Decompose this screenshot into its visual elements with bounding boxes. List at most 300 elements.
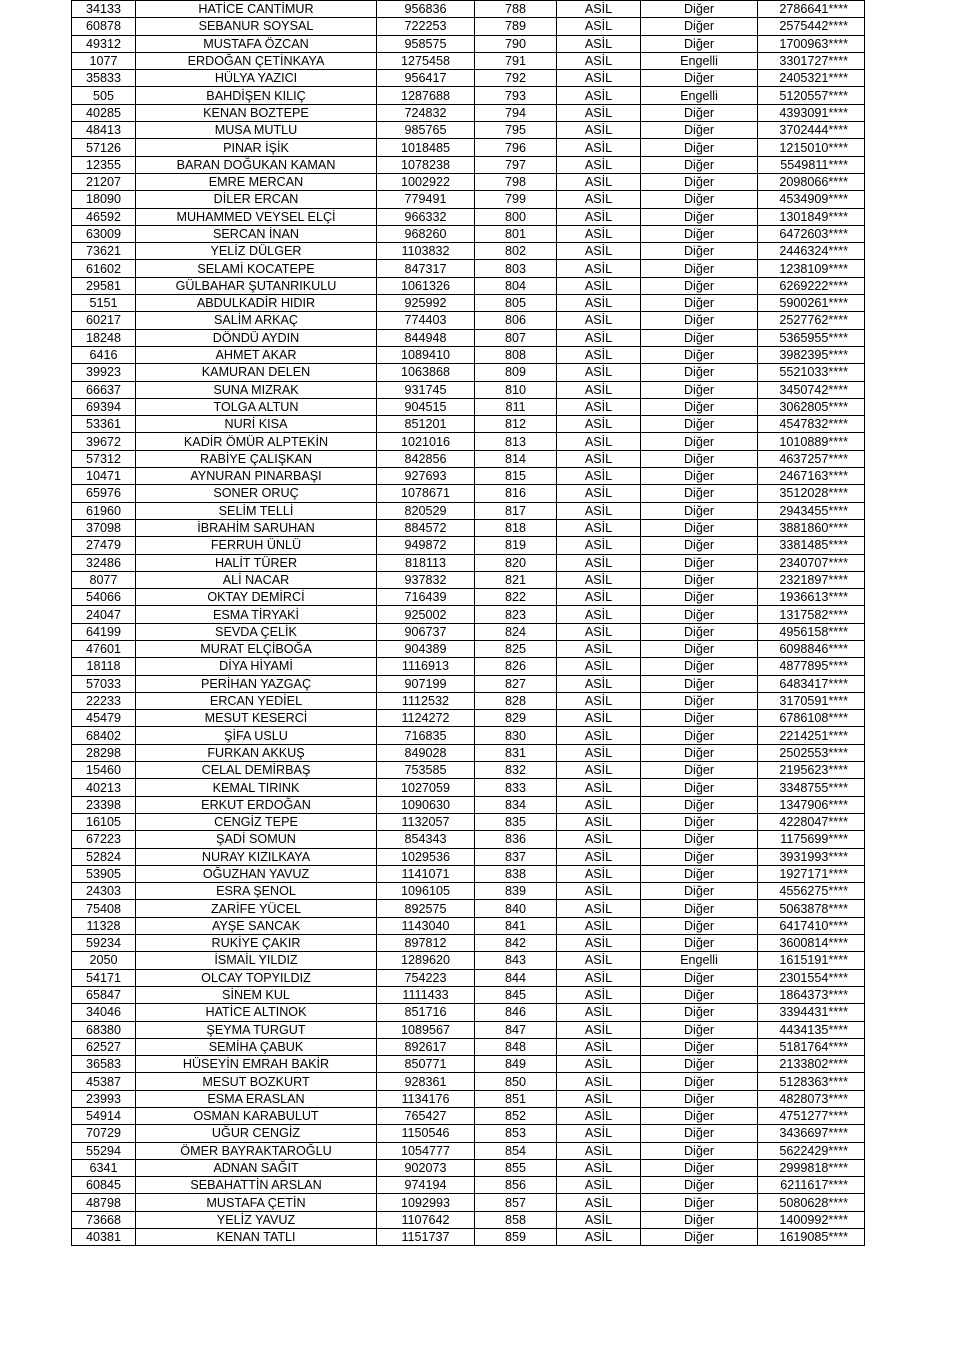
table-row [72,416,865,433]
application-no-cell: 70729 [72,1125,136,1142]
table-row [72,191,865,208]
application-no-cell: 18118 [72,658,136,675]
application-no-cell: 27479 [72,537,136,554]
status-cell: ASİL [557,554,641,571]
score-cell: 849028 [377,744,475,761]
tc-id-cell: 4434135**** [758,1021,865,1038]
score-cell: 949872 [377,537,475,554]
tc-id-cell: 1175699**** [758,831,865,848]
score-cell: 1078238 [377,156,475,173]
rank-cell: 832 [475,762,557,779]
status-cell: ASİL [557,35,641,52]
full-name-cell: MUSTAFA ÇETİN [136,1194,377,1211]
tc-id-cell: 2575442**** [758,18,865,35]
rank-cell: 851 [475,1090,557,1107]
application-no-cell: 10471 [72,468,136,485]
status-cell: ASİL [557,675,641,692]
status-cell: ASİL [557,537,641,554]
rank-cell: 807 [475,329,557,346]
tc-id-cell: 5063878**** [758,900,865,917]
tc-id-cell: 1936613**** [758,589,865,606]
quota-type-cell: Diğer [641,468,758,485]
full-name-cell: ŞEYMA TURGUT [136,1021,377,1038]
score-cell: 722253 [377,18,475,35]
application-no-cell: 57126 [72,139,136,156]
status-cell: ASİL [557,468,641,485]
table-row [72,865,865,882]
table-row [72,1004,865,1021]
rank-cell: 825 [475,640,557,657]
application-no-cell: 54066 [72,589,136,606]
rank-cell: 792 [475,70,557,87]
table-row [72,485,865,502]
tc-id-cell: 1619085**** [758,1229,865,1246]
application-no-cell: 1077 [72,52,136,69]
tc-id-cell: 2133802**** [758,1056,865,1073]
quota-type-cell: Diğer [641,450,758,467]
table-row [72,260,865,277]
full-name-cell: ADNAN SAĞIT [136,1159,377,1176]
status-cell: ASİL [557,450,641,467]
table-row [72,692,865,709]
full-name-cell: MESUT KESERCİ [136,710,377,727]
quota-type-cell: Diğer [641,122,758,139]
score-cell: 884572 [377,519,475,536]
tc-id-cell: 6483417**** [758,675,865,692]
tc-id-cell: 5181764**** [758,1038,865,1055]
status-cell: ASİL [557,519,641,536]
full-name-cell: KENAN TATLI [136,1229,377,1246]
tc-id-cell: 2502553**** [758,744,865,761]
rank-cell: 841 [475,917,557,934]
score-cell: 1141071 [377,865,475,882]
full-name-cell: AYNURAN PINARBAŞI [136,468,377,485]
rank-cell: 796 [475,139,557,156]
tc-id-cell: 5622429**** [758,1142,865,1159]
quota-type-cell: Diğer [641,416,758,433]
table-row [72,969,865,986]
application-no-cell: 6416 [72,346,136,363]
status-cell: ASİL [557,364,641,381]
tc-id-cell: 2786641**** [758,1,865,18]
application-no-cell: 35833 [72,70,136,87]
status-cell: ASİL [557,969,641,986]
table-row [72,156,865,173]
score-cell: 753585 [377,762,475,779]
full-name-cell: ÖMER BAYRAKTAROĞLU [136,1142,377,1159]
tc-id-cell: 1301849**** [758,208,865,225]
quota-type-cell: Diğer [641,917,758,934]
status-cell: ASİL [557,1004,641,1021]
rank-cell: 811 [475,398,557,415]
quota-type-cell: Diğer [641,813,758,830]
application-no-cell: 68380 [72,1021,136,1038]
application-no-cell: 55294 [72,1142,136,1159]
quota-type-cell: Diğer [641,381,758,398]
quota-type-cell: Diğer [641,848,758,865]
tc-id-cell: 3702444**** [758,122,865,139]
table-row [72,917,865,934]
score-cell: 851716 [377,1004,475,1021]
table-row [72,848,865,865]
quota-type-cell: Diğer [641,796,758,813]
application-no-cell: 54914 [72,1108,136,1125]
score-cell: 902073 [377,1159,475,1176]
status-cell: ASİL [557,87,641,104]
full-name-cell: RABİYE ÇALIŞKAN [136,450,377,467]
table-row [72,1090,865,1107]
score-cell: 820529 [377,502,475,519]
score-cell: 850771 [377,1056,475,1073]
tc-id-cell: 2943455**** [758,502,865,519]
full-name-cell: KADİR ÖMÜR ALPTEKİN [136,433,377,450]
quota-type-cell: Diğer [641,173,758,190]
quota-type-cell: Diğer [641,35,758,52]
full-name-cell: SEVDA ÇELİK [136,623,377,640]
rank-cell: 805 [475,295,557,312]
tc-id-cell: 6786108**** [758,710,865,727]
application-no-cell: 24047 [72,606,136,623]
quota-type-cell: Diğer [641,727,758,744]
rank-cell: 836 [475,831,557,848]
status-cell: ASİL [557,1073,641,1090]
full-name-cell: OSMAN KARABULUT [136,1108,377,1125]
rank-cell: 858 [475,1211,557,1228]
table-row [72,364,865,381]
score-cell: 716835 [377,727,475,744]
score-cell: 724832 [377,104,475,121]
table-row [72,519,865,536]
application-no-cell: 63009 [72,225,136,242]
quota-type-cell: Diğer [641,1056,758,1073]
rank-cell: 828 [475,692,557,709]
tc-id-cell: 2446324**** [758,243,865,260]
rank-cell: 791 [475,52,557,69]
rank-cell: 820 [475,554,557,571]
quota-type-cell: Diğer [641,1090,758,1107]
rank-cell: 837 [475,848,557,865]
status-cell: ASİL [557,398,641,415]
table-row [72,295,865,312]
quota-type-cell: Diğer [641,606,758,623]
rank-cell: 838 [475,865,557,882]
table-row [72,18,865,35]
application-no-cell: 69394 [72,398,136,415]
score-cell: 1089567 [377,1021,475,1038]
status-cell: ASİL [557,571,641,588]
rank-cell: 823 [475,606,557,623]
full-name-cell: SİNEM KUL [136,986,377,1003]
tc-id-cell: 2340707**** [758,554,865,571]
score-cell: 1150546 [377,1125,475,1142]
rank-cell: 798 [475,173,557,190]
score-cell: 931745 [377,381,475,398]
tc-id-cell: 1615191**** [758,952,865,969]
quota-type-cell: Diğer [641,1211,758,1228]
table-row [72,554,865,571]
table-row [72,35,865,52]
rank-cell: 813 [475,433,557,450]
status-cell: ASİL [557,1211,641,1228]
quota-type-cell: Diğer [641,1108,758,1125]
status-cell: ASİL [557,1090,641,1107]
application-no-cell: 54171 [72,969,136,986]
application-no-cell: 46592 [72,208,136,225]
application-no-cell: 53905 [72,865,136,882]
table-row [72,104,865,121]
status-cell: ASİL [557,1229,641,1246]
rank-cell: 816 [475,485,557,502]
quota-type-cell: Diğer [641,554,758,571]
tc-id-cell: 2098066**** [758,173,865,190]
application-no-cell: 18090 [72,191,136,208]
score-cell: 842856 [377,450,475,467]
application-no-cell: 5151 [72,295,136,312]
tc-id-cell: 2321897**** [758,571,865,588]
quota-type-cell: Diğer [641,675,758,692]
quota-type-cell: Diğer [641,935,758,952]
status-cell: ASİL [557,762,641,779]
tc-id-cell: 4956158**** [758,623,865,640]
tc-id-cell: 3062805**** [758,398,865,415]
quota-type-cell: Diğer [641,225,758,242]
status-cell: ASİL [557,692,641,709]
full-name-cell: HATİCE CANTİMUR [136,1,377,18]
status-cell: ASİL [557,917,641,934]
table-row [72,433,865,450]
score-cell: 927693 [377,468,475,485]
application-no-cell: 37098 [72,519,136,536]
application-no-cell: 40213 [72,779,136,796]
table-row [72,796,865,813]
application-no-cell: 53361 [72,416,136,433]
tc-id-cell: 3881860**** [758,519,865,536]
rank-cell: 857 [475,1194,557,1211]
quota-type-cell: Diğer [641,900,758,917]
quota-type-cell: Diğer [641,260,758,277]
application-no-cell: 8077 [72,571,136,588]
status-cell: ASİL [557,1038,641,1055]
full-name-cell: YELİZ YAVUZ [136,1211,377,1228]
application-no-cell: 32486 [72,554,136,571]
rank-cell: 830 [475,727,557,744]
table-row [72,1125,865,1142]
table-row [72,450,865,467]
table-row [72,935,865,952]
quota-type-cell: Diğer [641,295,758,312]
tc-id-cell: 6472603**** [758,225,865,242]
quota-type-cell: Diğer [641,1004,758,1021]
status-cell: ASİL [557,243,641,260]
quota-type-cell: Diğer [641,1142,758,1159]
score-cell: 1103832 [377,243,475,260]
full-name-cell: HÜLYA YAZICI [136,70,377,87]
application-no-cell: 60878 [72,18,136,35]
full-name-cell: TOLGA ALTUN [136,398,377,415]
tc-id-cell: 3450742**** [758,381,865,398]
status-cell: ASİL [557,1056,641,1073]
rank-cell: 824 [475,623,557,640]
table-row [72,398,865,415]
table-row [72,1211,865,1228]
tc-id-cell: 4393091**** [758,104,865,121]
rank-cell: 793 [475,87,557,104]
quota-type-cell: Diğer [641,969,758,986]
full-name-cell: EMRE MERCAN [136,173,377,190]
tc-id-cell: 4828073**** [758,1090,865,1107]
status-cell: ASİL [557,416,641,433]
status-cell: ASİL [557,744,641,761]
rank-cell: 808 [475,346,557,363]
status-cell: ASİL [557,122,641,139]
status-cell: ASİL [557,848,641,865]
table-row [72,468,865,485]
application-no-cell: 36583 [72,1056,136,1073]
quota-type-cell: Diğer [641,1038,758,1055]
tc-id-cell: 1238109**** [758,260,865,277]
table-row [72,208,865,225]
rank-cell: 797 [475,156,557,173]
application-no-cell: 18248 [72,329,136,346]
full-name-cell: FURKAN AKKUŞ [136,744,377,761]
score-cell: 1111433 [377,986,475,1003]
full-name-cell: KAMURAN DELEN [136,364,377,381]
full-name-cell: DİLER ERCAN [136,191,377,208]
status-cell: ASİL [557,381,641,398]
tc-id-cell: 1700963**** [758,35,865,52]
full-name-cell: ALİ NACAR [136,571,377,588]
tc-id-cell: 4547832**** [758,416,865,433]
status-cell: ASİL [557,502,641,519]
application-no-cell: 2050 [72,952,136,969]
full-name-cell: ŞADİ SOMUN [136,831,377,848]
status-cell: ASİL [557,883,641,900]
full-name-cell: DÖNDÜ AYDIN [136,329,377,346]
rank-cell: 821 [475,571,557,588]
full-name-cell: GÜLBAHAR ŞUTANRIKULU [136,277,377,294]
application-no-cell: 22233 [72,692,136,709]
application-no-cell: 65976 [72,485,136,502]
application-no-cell: 12355 [72,156,136,173]
table-row [72,623,865,640]
application-no-cell: 23993 [72,1090,136,1107]
quota-type-cell: Diğer [641,104,758,121]
tc-id-cell: 2999818**** [758,1159,865,1176]
status-cell: ASİL [557,1159,641,1176]
score-cell: 1018485 [377,139,475,156]
full-name-cell: PINAR İŞİK [136,139,377,156]
table-row [72,744,865,761]
rank-cell: 835 [475,813,557,830]
application-no-cell: 45479 [72,710,136,727]
full-name-cell: MUHAMMED VEYSEL ELÇİ [136,208,377,225]
status-cell: ASİL [557,295,641,312]
application-no-cell: 48413 [72,122,136,139]
tc-id-cell: 4637257**** [758,450,865,467]
quota-type-cell: Diğer [641,692,758,709]
quota-type-cell: Diğer [641,571,758,588]
rank-cell: 827 [475,675,557,692]
tc-id-cell: 5365955**** [758,329,865,346]
tc-id-cell: 3436697**** [758,1125,865,1142]
application-no-cell: 67223 [72,831,136,848]
status-cell: ASİL [557,1,641,18]
status-cell: ASİL [557,900,641,917]
rank-cell: 788 [475,1,557,18]
score-cell: 892617 [377,1038,475,1055]
table-row [72,883,865,900]
rank-cell: 849 [475,1056,557,1073]
full-name-cell: SERCAN İNAN [136,225,377,242]
full-name-cell: YELİZ DÜLGER [136,243,377,260]
quota-type-cell: Diğer [641,1125,758,1142]
tc-id-cell: 2195623**** [758,762,865,779]
quota-type-cell: Diğer [641,18,758,35]
full-name-cell: SEBANUR SOYSAL [136,18,377,35]
tc-id-cell: 2214251**** [758,727,865,744]
application-no-cell: 75408 [72,900,136,917]
quota-type-cell: Diğer [641,277,758,294]
table-row [72,243,865,260]
application-no-cell: 34046 [72,1004,136,1021]
rank-cell: 819 [475,537,557,554]
tc-id-cell: 3381485**** [758,537,865,554]
rank-cell: 800 [475,208,557,225]
table-row [72,1073,865,1090]
table-row [72,225,865,242]
application-no-cell: 62527 [72,1038,136,1055]
score-cell: 1116913 [377,658,475,675]
table-row [72,658,865,675]
status-cell: ASİL [557,156,641,173]
score-cell: 904389 [377,640,475,657]
rank-cell: 855 [475,1159,557,1176]
rank-cell: 834 [475,796,557,813]
quota-type-cell: Diğer [641,519,758,536]
table-row [72,173,865,190]
score-cell: 754223 [377,969,475,986]
full-name-cell: CENGİZ TEPE [136,813,377,830]
quota-type-cell: Diğer [641,1229,758,1246]
full-name-cell: BARAN DOĞUKAN KAMAN [136,156,377,173]
rank-cell: 806 [475,312,557,329]
score-cell: 1078671 [377,485,475,502]
rank-cell: 799 [475,191,557,208]
quota-type-cell: Diğer [641,364,758,381]
table-row [72,1142,865,1159]
score-cell: 897812 [377,935,475,952]
application-no-cell: 45387 [72,1073,136,1090]
status-cell: ASİL [557,1108,641,1125]
application-no-cell: 57033 [72,675,136,692]
score-cell: 1092993 [377,1194,475,1211]
table-row [72,87,865,104]
rank-cell: 809 [475,364,557,381]
score-cell: 844948 [377,329,475,346]
table-row [72,831,865,848]
rank-cell: 789 [475,18,557,35]
status-cell: ASİL [557,606,641,623]
full-name-cell: SELAMİ KOCATEPE [136,260,377,277]
status-cell: ASİL [557,104,641,121]
full-name-cell: ERDOĞAN ÇETİNKAYA [136,52,377,69]
score-cell: 1061326 [377,277,475,294]
score-cell: 966332 [377,208,475,225]
table-row [72,589,865,606]
table-row [72,900,865,917]
score-cell: 925002 [377,606,475,623]
tc-id-cell: 3982395**** [758,346,865,363]
